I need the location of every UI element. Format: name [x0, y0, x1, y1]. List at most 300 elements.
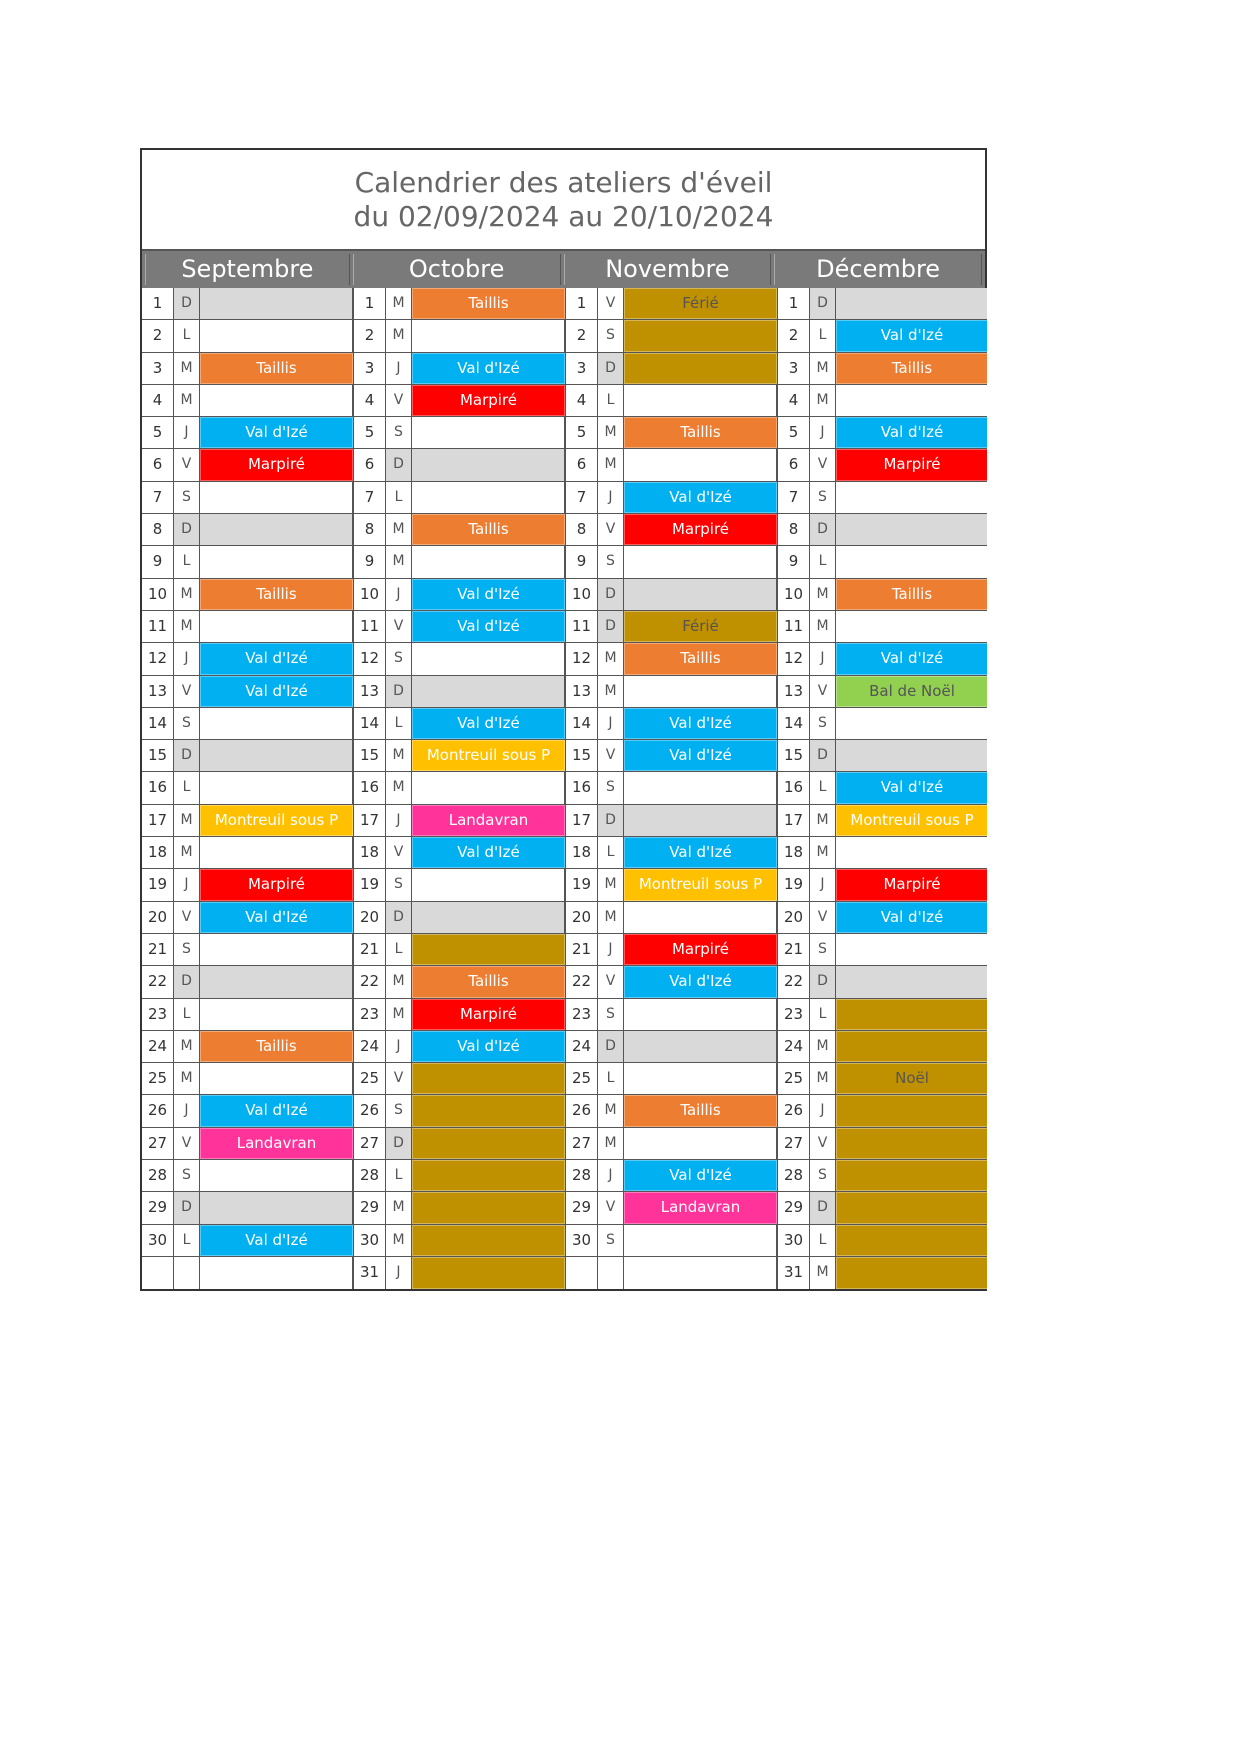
day-letter: D	[598, 353, 624, 384]
day-row	[566, 1225, 777, 1257]
day-letter: M	[386, 772, 412, 803]
day-letter: J	[174, 643, 200, 674]
day-letter: M	[174, 353, 200, 384]
event-cell: Marpiré	[200, 449, 353, 480]
day-row	[778, 643, 987, 675]
calendar-title	[142, 150, 985, 251]
event-cell	[836, 1160, 987, 1191]
day-row	[142, 417, 353, 449]
day-letter: V	[810, 676, 836, 707]
day-number: 6	[354, 449, 386, 480]
day-row	[354, 1257, 565, 1289]
day-number: 23	[566, 999, 598, 1030]
day-number: 5	[778, 417, 810, 448]
day-number: 17	[142, 805, 174, 836]
day-letter	[174, 1257, 200, 1289]
day-row	[566, 772, 777, 804]
day-number: 29	[354, 1192, 386, 1223]
day-letter: D	[386, 902, 412, 933]
event-cell: Val d'Izé	[624, 966, 777, 997]
event-cell: Taillis	[200, 1031, 353, 1062]
day-row	[142, 611, 353, 643]
day-letter: M	[386, 1192, 412, 1223]
day-row	[354, 611, 565, 643]
day-letter: V	[386, 611, 412, 642]
day-row	[354, 1095, 565, 1127]
month-header-octobre: Octobre	[353, 254, 561, 285]
day-number: 28	[354, 1160, 386, 1191]
event-cell: Marpiré	[836, 869, 987, 900]
day-letter: M	[174, 1031, 200, 1062]
day-number: 30	[142, 1225, 174, 1256]
event-cell: Taillis	[624, 643, 777, 674]
day-row	[566, 385, 777, 417]
day-letter: M	[810, 611, 836, 642]
day-number: 23	[354, 999, 386, 1030]
event-cell	[200, 772, 353, 803]
day-letter: S	[598, 1225, 624, 1256]
day-number: 13	[354, 676, 386, 707]
day-letter: J	[174, 417, 200, 448]
day-letter: L	[810, 772, 836, 803]
day-row	[354, 934, 565, 966]
day-number: 28	[778, 1160, 810, 1191]
event-cell	[836, 1128, 987, 1159]
day-row	[354, 1031, 565, 1063]
event-cell: Taillis	[412, 514, 565, 545]
day-row	[566, 1160, 777, 1192]
day-number: 20	[778, 902, 810, 933]
day-letter: L	[386, 482, 412, 513]
day-row	[778, 1192, 987, 1224]
day-number: 10	[354, 579, 386, 610]
day-number: 5	[354, 417, 386, 448]
day-letter: L	[174, 772, 200, 803]
day-letter	[598, 1257, 624, 1289]
day-row	[566, 643, 777, 675]
event-cell	[624, 676, 777, 707]
day-letter: J	[810, 417, 836, 448]
event-cell	[200, 1192, 353, 1223]
event-cell: Val d'Izé	[200, 417, 353, 448]
day-letter: V	[598, 1192, 624, 1223]
day-number: 19	[778, 869, 810, 900]
day-letter: M	[810, 579, 836, 610]
day-row	[354, 966, 565, 998]
day-letter: L	[598, 385, 624, 416]
day-row	[354, 449, 565, 481]
title-line-1: Calendrier des ateliers d'éveil	[354, 166, 773, 199]
day-number: 6	[778, 449, 810, 480]
day-row	[566, 611, 777, 643]
day-row	[778, 676, 987, 708]
event-cell	[200, 320, 353, 351]
calendar	[140, 148, 987, 1291]
event-cell	[200, 1063, 353, 1094]
day-number: 21	[566, 934, 598, 965]
day-row	[778, 417, 987, 449]
event-cell	[200, 740, 353, 771]
event-cell: Val d'Izé	[412, 1031, 565, 1062]
event-cell	[624, 902, 777, 933]
day-number: 12	[142, 643, 174, 674]
day-letter: M	[386, 740, 412, 771]
event-cell: Val d'Izé	[624, 740, 777, 771]
day-letter: D	[598, 1031, 624, 1062]
event-cell	[624, 579, 777, 610]
day-row	[778, 514, 987, 546]
day-row	[778, 579, 987, 611]
event-cell: Val d'Izé	[624, 708, 777, 739]
day-number: 11	[778, 611, 810, 642]
event-cell	[412, 902, 565, 933]
day-row	[778, 288, 987, 320]
day-row	[566, 805, 777, 837]
day-letter: M	[810, 1063, 836, 1094]
day-number: 2	[778, 320, 810, 351]
day-row	[566, 288, 777, 320]
event-cell	[200, 966, 353, 997]
day-number: 3	[354, 353, 386, 384]
event-cell: Val d'Izé	[624, 1160, 777, 1191]
day-number: 8	[142, 514, 174, 545]
day-number: 13	[566, 676, 598, 707]
event-cell: Val d'Izé	[412, 579, 565, 610]
day-letter: J	[598, 1160, 624, 1191]
day-row	[566, 902, 777, 934]
day-letter: S	[174, 482, 200, 513]
day-row	[354, 676, 565, 708]
event-cell	[200, 611, 353, 642]
day-row	[354, 1160, 565, 1192]
day-row	[566, 353, 777, 385]
day-number: 21	[354, 934, 386, 965]
day-letter: M	[174, 837, 200, 868]
event-cell	[836, 740, 987, 771]
day-row	[778, 1095, 987, 1127]
day-number: 8	[354, 514, 386, 545]
day-letter: L	[174, 320, 200, 351]
day-row	[142, 449, 353, 481]
event-cell	[836, 1257, 987, 1289]
day-row	[566, 1192, 777, 1224]
day-number: 4	[566, 385, 598, 416]
day-number: 9	[566, 546, 598, 577]
month-header-novembre: Novembre	[564, 254, 772, 285]
event-cell	[624, 320, 777, 351]
day-letter: M	[386, 288, 412, 319]
day-row	[778, 869, 987, 901]
day-number: 24	[566, 1031, 598, 1062]
day-row	[142, 966, 353, 998]
day-number: 11	[142, 611, 174, 642]
day-number: 8	[778, 514, 810, 545]
day-letter: J	[386, 579, 412, 610]
event-cell	[412, 482, 565, 513]
event-cell: Val d'Izé	[624, 482, 777, 513]
event-cell	[624, 772, 777, 803]
event-cell: Val d'Izé	[200, 902, 353, 933]
day-row	[778, 1031, 987, 1063]
event-cell: Val d'Izé	[836, 772, 987, 803]
day-letter: S	[598, 772, 624, 803]
day-letter: M	[386, 999, 412, 1030]
day-letter: L	[386, 1160, 412, 1191]
day-letter: S	[598, 320, 624, 351]
event-cell	[412, 449, 565, 480]
day-row	[778, 999, 987, 1031]
day-letter: M	[810, 385, 836, 416]
day-number: 15	[354, 740, 386, 771]
day-number: 11	[566, 611, 598, 642]
day-row	[142, 1031, 353, 1063]
day-row	[354, 482, 565, 514]
day-letter: J	[386, 1031, 412, 1062]
day-row	[566, 1063, 777, 1095]
event-cell	[836, 934, 987, 965]
day-letter: M	[598, 1128, 624, 1159]
day-number: 3	[778, 353, 810, 384]
event-cell	[412, 417, 565, 448]
day-number: 25	[142, 1063, 174, 1094]
day-letter: D	[174, 1192, 200, 1223]
day-row	[354, 1063, 565, 1095]
month-header-septembre: Septembre	[145, 254, 350, 285]
event-cell	[200, 1257, 353, 1289]
event-cell: Val d'Izé	[412, 611, 565, 642]
day-row	[354, 353, 565, 385]
month-column	[566, 288, 778, 1289]
event-cell: Marpiré	[624, 934, 777, 965]
event-cell: Montreuil sous P	[836, 805, 987, 836]
day-number: 14	[354, 708, 386, 739]
event-cell: Taillis	[200, 353, 353, 384]
day-row	[354, 1225, 565, 1257]
day-row	[142, 353, 353, 385]
day-row	[566, 514, 777, 546]
day-letter: M	[386, 546, 412, 577]
day-letter: S	[598, 546, 624, 577]
day-row	[142, 1063, 353, 1095]
day-row	[566, 579, 777, 611]
day-row	[142, 579, 353, 611]
day-number: 6	[142, 449, 174, 480]
day-row	[354, 740, 565, 772]
day-number: 27	[142, 1128, 174, 1159]
event-cell	[624, 805, 777, 836]
day-row	[142, 934, 353, 966]
day-number: 25	[566, 1063, 598, 1094]
day-number: 12	[566, 643, 598, 674]
day-row	[778, 320, 987, 352]
day-row	[778, 740, 987, 772]
day-row	[354, 999, 565, 1031]
day-row	[354, 837, 565, 869]
day-number: 31	[778, 1257, 810, 1289]
day-row	[566, 320, 777, 352]
day-row	[566, 546, 777, 578]
day-letter: V	[174, 449, 200, 480]
event-cell	[836, 514, 987, 545]
event-cell: Taillis	[624, 1095, 777, 1126]
event-cell: Val d'Izé	[200, 676, 353, 707]
day-number: 25	[354, 1063, 386, 1094]
day-letter: M	[174, 805, 200, 836]
day-letter: S	[386, 1095, 412, 1126]
day-letter: V	[386, 1063, 412, 1094]
day-number: 22	[566, 966, 598, 997]
day-row	[778, 1225, 987, 1257]
day-row	[354, 288, 565, 320]
day-letter: D	[810, 288, 836, 319]
day-number: 15	[778, 740, 810, 771]
day-number: 14	[142, 708, 174, 739]
day-number: 24	[354, 1031, 386, 1062]
day-letter: M	[810, 1257, 836, 1289]
day-number: 1	[778, 288, 810, 319]
day-row	[566, 708, 777, 740]
title-line-2: du 02/09/2024 au 20/10/2024	[353, 200, 774, 233]
event-cell	[412, 1063, 565, 1094]
day-letter: M	[386, 514, 412, 545]
day-number: 9	[778, 546, 810, 577]
event-cell: Montreuil sous P	[200, 805, 353, 836]
day-letter: V	[386, 385, 412, 416]
event-cell	[412, 772, 565, 803]
day-row	[778, 482, 987, 514]
event-cell	[624, 449, 777, 480]
event-cell	[624, 1063, 777, 1094]
day-number: 29	[142, 1192, 174, 1223]
day-number: 22	[778, 966, 810, 997]
day-letter: V	[174, 1128, 200, 1159]
event-cell: Val d'Izé	[200, 1225, 353, 1256]
day-letter: D	[386, 449, 412, 480]
day-number: 20	[354, 902, 386, 933]
event-cell	[412, 643, 565, 674]
day-row	[354, 869, 565, 901]
day-number: 28	[566, 1160, 598, 1191]
day-row	[142, 676, 353, 708]
day-number: 7	[142, 482, 174, 513]
day-letter: J	[810, 869, 836, 900]
event-cell	[412, 869, 565, 900]
day-number: 16	[354, 772, 386, 803]
event-cell	[836, 482, 987, 513]
event-cell	[412, 1192, 565, 1223]
event-cell: Marpiré	[624, 514, 777, 545]
day-row	[142, 999, 353, 1031]
day-number: 21	[778, 934, 810, 965]
day-row	[778, 772, 987, 804]
day-letter: S	[174, 934, 200, 965]
day-row	[142, 1095, 353, 1127]
day-row	[778, 837, 987, 869]
event-cell: Landavran	[624, 1192, 777, 1223]
day-number: 30	[566, 1225, 598, 1256]
day-row	[142, 1225, 353, 1257]
day-letter: D	[598, 579, 624, 610]
event-cell	[836, 611, 987, 642]
day-number: 19	[354, 869, 386, 900]
day-number: 13	[778, 676, 810, 707]
day-letter: M	[598, 449, 624, 480]
event-cell	[200, 385, 353, 416]
day-number: 19	[566, 869, 598, 900]
event-cell	[200, 514, 353, 545]
event-cell	[836, 999, 987, 1030]
day-number: 27	[354, 1128, 386, 1159]
day-letter: M	[174, 1063, 200, 1094]
day-letter: M	[810, 1031, 836, 1062]
day-row	[778, 1128, 987, 1160]
day-letter: S	[386, 643, 412, 674]
day-number: 23	[778, 999, 810, 1030]
event-cell	[412, 1095, 565, 1126]
day-letter: M	[810, 837, 836, 868]
day-row	[142, 1257, 353, 1289]
event-cell: Val d'Izé	[412, 837, 565, 868]
day-number: 24	[778, 1031, 810, 1062]
day-number: 7	[354, 482, 386, 513]
day-number: 18	[566, 837, 598, 868]
day-row	[142, 1192, 353, 1224]
day-row	[354, 772, 565, 804]
event-cell	[200, 1160, 353, 1191]
event-cell: Taillis	[624, 417, 777, 448]
day-row	[142, 288, 353, 320]
day-letter: S	[174, 1160, 200, 1191]
day-letter: M	[810, 353, 836, 384]
day-letter: S	[810, 708, 836, 739]
day-number: 3	[142, 353, 174, 384]
day-number: 11	[354, 611, 386, 642]
day-number: 18	[142, 837, 174, 868]
day-letter: L	[598, 837, 624, 868]
event-cell	[200, 482, 353, 513]
day-letter: L	[174, 999, 200, 1030]
day-row	[778, 902, 987, 934]
day-letter: D	[810, 514, 836, 545]
day-row	[566, 837, 777, 869]
day-letter: S	[598, 999, 624, 1030]
day-number: 2	[142, 320, 174, 351]
day-row	[778, 385, 987, 417]
event-cell: Val d'Izé	[412, 353, 565, 384]
event-cell	[412, 1225, 565, 1256]
day-letter: D	[386, 1128, 412, 1159]
day-letter: J	[598, 482, 624, 513]
event-cell	[412, 546, 565, 577]
day-letter: M	[598, 902, 624, 933]
day-row	[778, 934, 987, 966]
day-letter: D	[174, 288, 200, 319]
day-letter: D	[810, 966, 836, 997]
day-row	[142, 514, 353, 546]
month-column	[142, 288, 354, 1289]
day-row	[354, 1128, 565, 1160]
day-row	[142, 1128, 353, 1160]
event-cell: Taillis	[412, 288, 565, 319]
day-row	[566, 676, 777, 708]
day-number: 23	[142, 999, 174, 1030]
event-cell	[836, 966, 987, 997]
day-number: 8	[566, 514, 598, 545]
event-cell	[624, 353, 777, 384]
day-row	[142, 869, 353, 901]
day-number: 27	[778, 1128, 810, 1159]
day-row	[566, 417, 777, 449]
